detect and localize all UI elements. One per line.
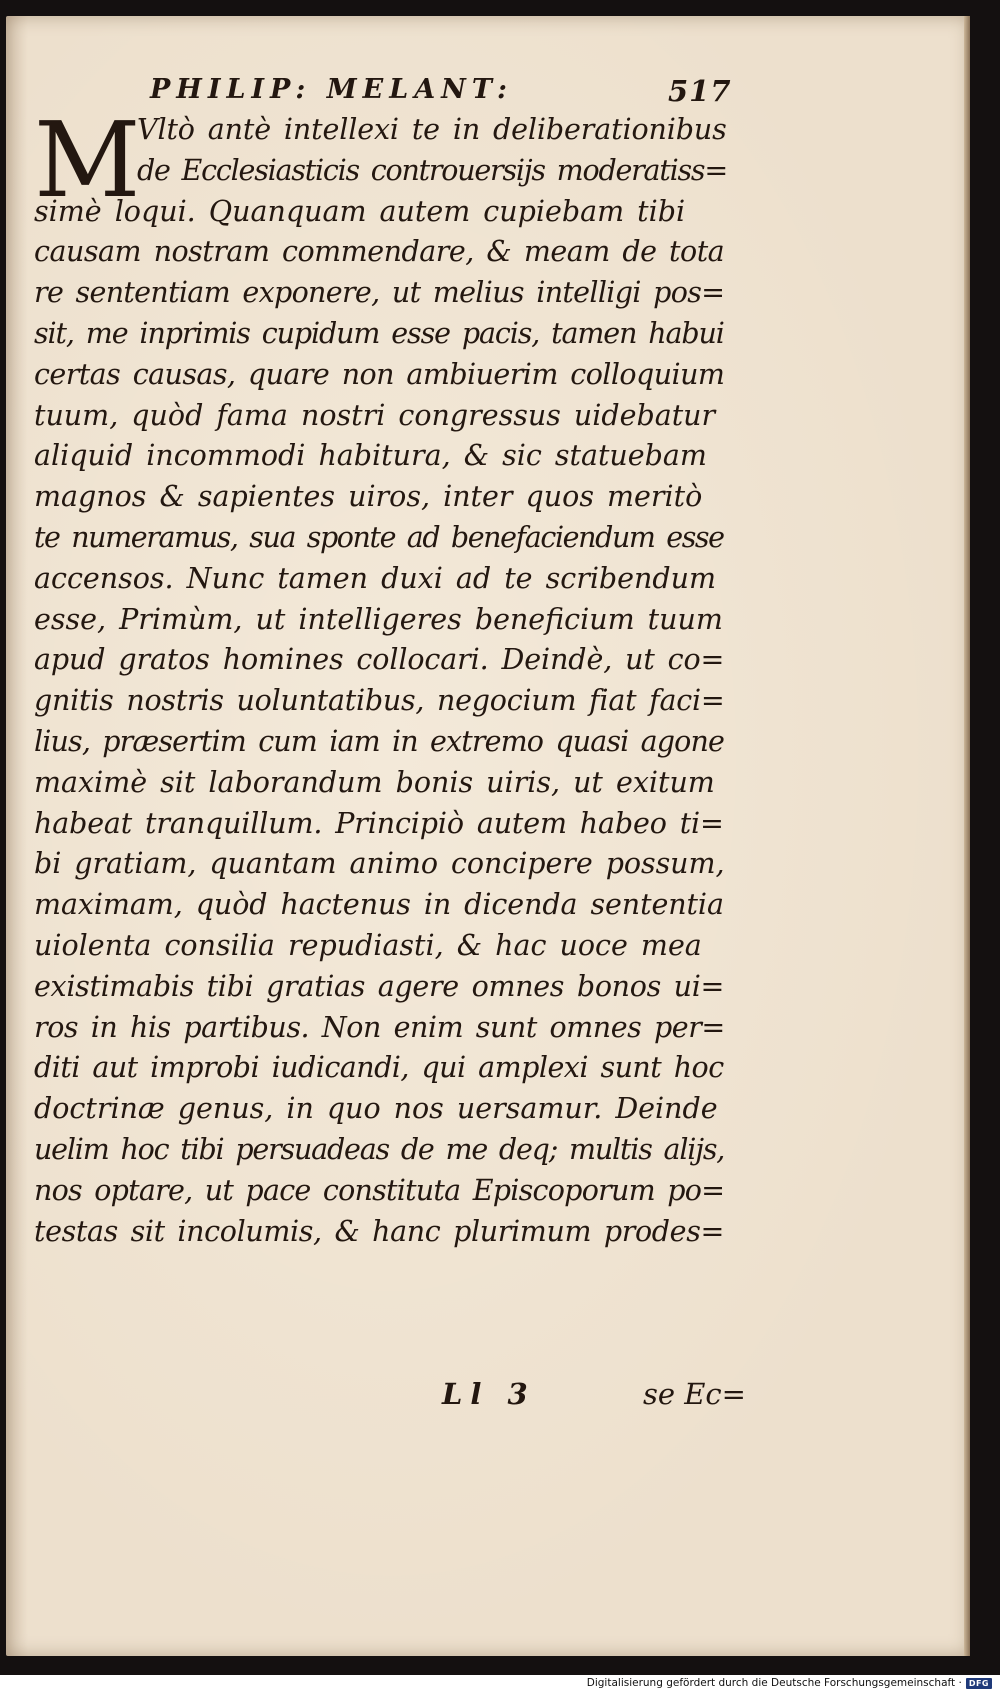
text-line: Vltò antè intellexi te in deliberationibus [137,113,727,146]
text-line: doctrinæ genus, in quo nos uersamur. Deinde [34,1092,718,1126]
text-line: ros in his partibus. Non enim sunt omnes per= [34,1010,725,1044]
page-number: 517 [668,74,732,108]
text-line: sit, me inprimis cupidum esse pacis, tamen habui [34,317,724,350]
text-line: simè loqui. Quanquam autem cupiebam tibi [34,194,686,228]
text-line: esse, Primùm, ut intelligeres beneficium tuum [34,602,723,636]
text-line: nos optare, ut pace constituta Episcoporum po= [34,1173,725,1207]
text-line: re sententiam exponere, ut melius intelligi pos= [34,276,725,310]
text-line: lius, præsertim cum iam in extremo quasi agone [34,725,725,758]
dfg-logo: DFG [966,1678,992,1689]
text-line: testas sit incolumis, & hanc plurimum prodes= [34,1214,724,1248]
running-head: PHILIP: MELANT: [150,74,513,105]
text-line: magnos & sapientes uiros, inter quos meritò [34,480,703,514]
text-line: uiolenta consilia repudiasti, & hac uoce mea [34,929,702,962]
text-line: accensos. Nunc tamen duxi ad te scribendum [34,561,717,595]
text-line: diti aut improbi iudicandi, qui amplexi sunt hoc [34,1051,724,1085]
text-line: existimabis tibi gratias agere omnes bonos ui= [34,969,725,1003]
text-line: habeat tranquillum. Principiò autem habeo ti= [34,806,724,840]
text-line: bi gratiam, quantam animo concipere possum, [34,847,725,881]
text-line: maximam, quòd hactenus in dicenda sententia [34,888,724,922]
digitization-credit [587,1676,992,1690]
text-line: maximè sit laborandum bonis uiris, ut exitum [34,765,715,799]
text-line: aliquid incommodi habitura, & sic statuebam [34,439,707,473]
page-edge [964,16,970,1656]
credit-text: Digitalisierung gefördert durch die Deutsche Forschungsgemeinschaft · [586,1677,962,1689]
text-line: certas causas, quare non ambiuerim colloquium [34,357,725,391]
text-line: causam nostram commendare, & meam de tota [34,235,725,269]
text-line: gnitis nostris uoluntatibus, negocium fiat faci= [34,684,725,718]
text-line: uelim hoc tibi persuadeas de me deq; multis alijs, [34,1133,725,1166]
text-line: apud gratos homines collocari. Deindè, ut co= [34,643,725,677]
text-line: de Ecclesiasticis controuersijs moderatiss= [137,153,727,187]
drop-cap-initial: M [34,99,139,221]
text-line: tuum, quòd fama nostri congressus uidebatur [34,398,716,432]
catchword: se Ec= [643,1377,746,1411]
signature-mark: Ll 3 [442,1377,536,1411]
text-line: te numeramus, sua sponte ad benefaciendum esse [34,521,724,554]
